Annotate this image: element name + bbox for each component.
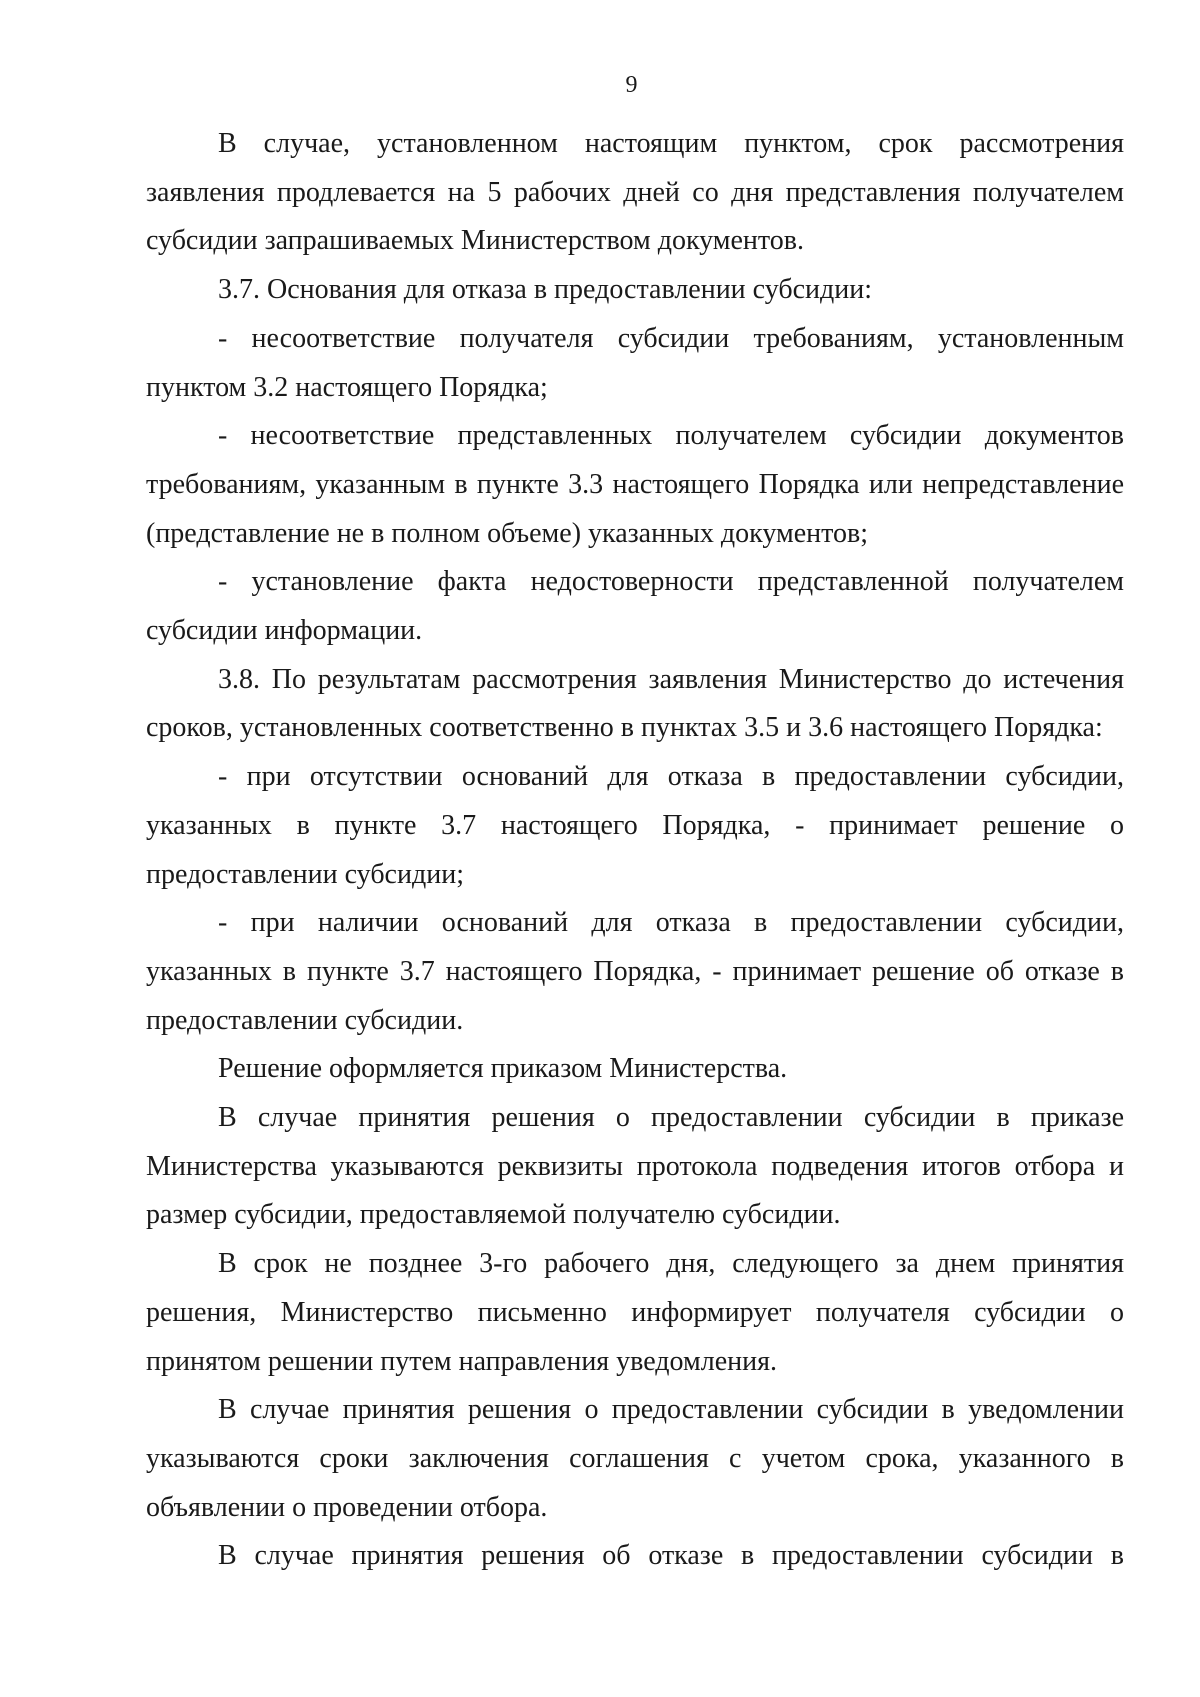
page-number: 9 <box>625 72 638 98</box>
paragraph-decision-refuse: - при наличии оснований для отказа в предоставлении субсидии, указанных в пункте 3.7 настоящего Порядка, - принимает решение об отказе в предоставлении субсидии. <box>146 907 1124 1036</box>
paragraph-refusal-notification: В случае принятия решения об отказе в предоставлении субсидии в <box>218 1540 1124 1572</box>
paragraph-review-extension: В случае, установленном настоящим пунктом, срок рассмотрения заявления продлевается на 5 рабочих дней со дня представления получателем субсидии запрашиваемых Министерством документов. <box>146 128 1124 257</box>
paragraph-decision-grant: - при отсутствии оснований для отказа в предоставлении субсидии, указанных в пункте 3.7 настоящего Порядка, - принимает решение о предоставлении субсидии; <box>146 761 1124 890</box>
paragraph-refusal-reason-3: - установление факта недостоверности представленной получателем субсидии информации. <box>146 566 1124 647</box>
paragraph-notification-term: В срок не позднее 3-го рабочего дня, следующего за днем принятия решения, Министерство письменно информирует получателя субсидии о принятом решении путем направления уведомления. <box>146 1248 1124 1377</box>
paragraph-refusal-reason-1: - несоответствие получателя субсидии требованиям, установленным пунктом 3.2 настоящего Порядка; <box>146 322 1124 403</box>
document-body <box>146 120 1124 1581</box>
paragraph-order-form: Решение оформляется приказом Министерства. <box>218 1053 788 1085</box>
paragraph-3-7-heading: 3.7. Основания для отказа в предоставлении субсидии: <box>218 274 873 306</box>
paragraph-notification-content: В случае принятия решения о предоставлении субсидии в уведомлении указываются сроки заключения соглашения с учетом срока, указанного в объявлении о проведении отбора. <box>146 1394 1124 1523</box>
paragraph-order-details: В случае принятия решения о предоставлении субсидии в приказе Министерства указываются реквизиты протокола подведения итогов отбора и размер субсидии, предоставляемой получателю субсидии. <box>146 1102 1124 1231</box>
paragraph-3-8-heading: 3.8. По результатам рассмотрения заявления Министерство до истечения сроков, установленных соответственно в пунктах 3.5 и 3.6 настоящего Порядка: <box>146 663 1124 744</box>
paragraph-refusal-reason-2: - несоответствие представленных получателем субсидии документов требованиям, указанным в пункте 3.3 настоящего Порядка или непредставление (представление не в полном объеме) указанных документов; <box>146 420 1124 549</box>
